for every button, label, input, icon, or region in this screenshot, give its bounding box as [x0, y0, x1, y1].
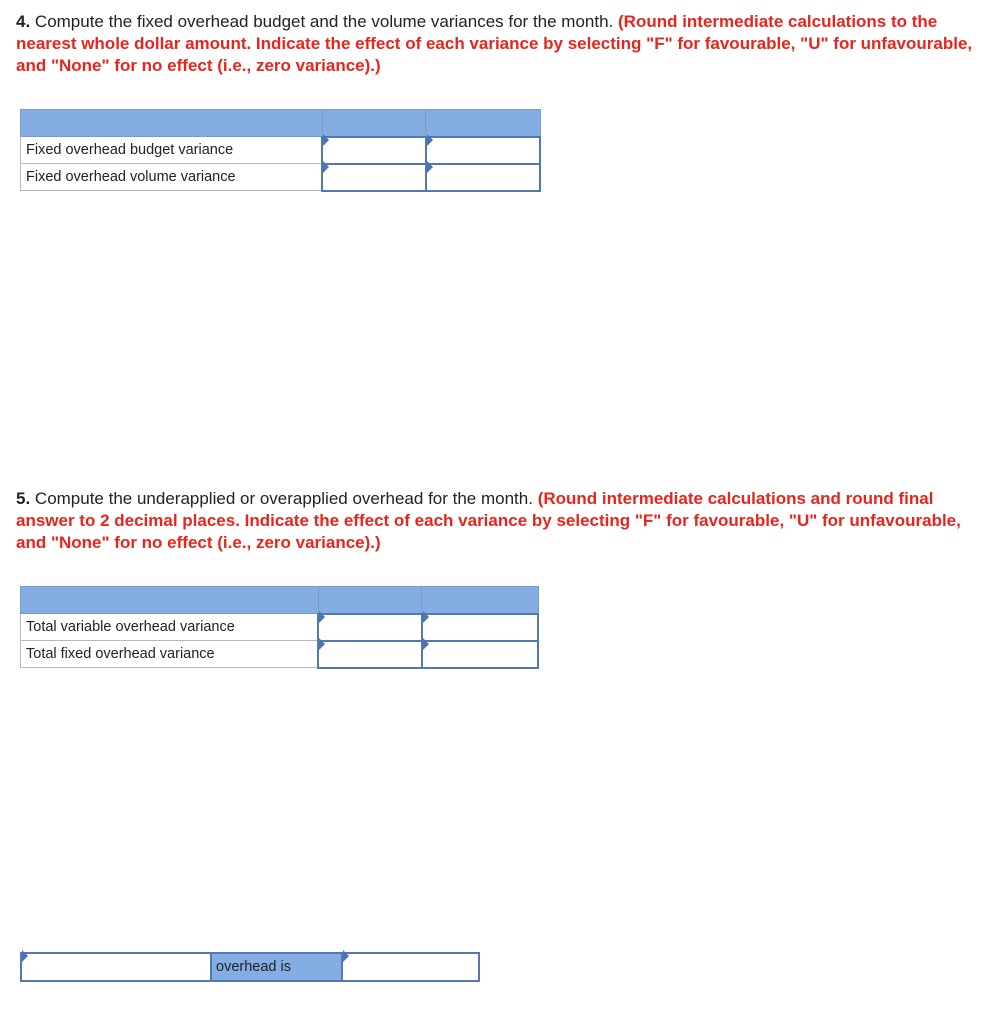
row-label: Fixed overhead budget variance	[21, 137, 323, 164]
dropdown-marker-icon	[427, 161, 433, 173]
overhead-type-select[interactable]	[20, 952, 212, 982]
overhead-amount-field[interactable]	[341, 952, 480, 982]
dropdown-marker-icon	[423, 638, 429, 650]
row-label: Total fixed overhead variance	[21, 641, 319, 668]
row-label: Fixed overhead volume variance	[21, 164, 323, 191]
dropdown-marker-icon	[343, 950, 349, 962]
q4-answer-table	[20, 109, 541, 192]
q5-variable-effect-select[interactable]	[318, 614, 421, 641]
q4-volume-amount-input[interactable]	[427, 164, 543, 191]
question-4-instruction: (Round intermediate calculations to the nearest whole dollar amount. Indicate the effect of each variance by selecting "F" for favourable, "U" for unfavourable, and "None" for no effect (i.e., zero variance).)	[16, 12, 973, 75]
overhead-amount-input[interactable]	[343, 954, 482, 982]
q5-fixed-amount-field[interactable]	[422, 641, 538, 668]
q4-volume-amount-field[interactable]	[426, 164, 540, 191]
row-label: Total variable overhead variance	[21, 614, 319, 641]
overhead-summary-row	[20, 952, 480, 982]
question-5-number: 5.	[16, 489, 31, 508]
q5-variable-amount-input[interactable]	[423, 614, 541, 641]
question-5-prompt: Compute the underapplied or overapplied overhead for the month.	[30, 489, 538, 508]
q5-table-header	[21, 587, 539, 614]
q5-fixed-amount-input[interactable]	[423, 641, 541, 668]
q5-fixed-effect-input[interactable]	[319, 641, 424, 668]
table-row	[21, 137, 541, 164]
table-row	[21, 641, 539, 668]
question-4-number: 4.	[16, 12, 31, 31]
dropdown-marker-icon	[22, 950, 28, 962]
q5-variable-effect-input[interactable]	[319, 614, 424, 641]
q4-volume-effect-input[interactable]	[323, 164, 428, 191]
dropdown-marker-icon	[427, 134, 433, 146]
dropdown-marker-icon	[423, 611, 429, 623]
q4-budget-amount-input[interactable]	[427, 137, 543, 164]
overhead-is-label: overhead is	[212, 952, 341, 982]
dropdown-marker-icon	[319, 611, 325, 623]
dropdown-marker-icon	[319, 638, 325, 650]
dropdown-marker-icon	[323, 161, 329, 173]
q4-budget-effect-input[interactable]	[323, 137, 428, 164]
q4-table-header	[21, 110, 541, 137]
q5-answer-table	[20, 586, 539, 669]
dropdown-marker-icon	[323, 134, 329, 146]
q4-budget-amount-field[interactable]	[426, 137, 540, 164]
question-4-text	[16, 11, 976, 77]
question-4-prompt: Compute the fixed overhead budget and the volume variances for the month.	[30, 12, 618, 31]
overhead-type-input[interactable]	[22, 954, 214, 982]
table-row	[21, 614, 539, 641]
question-5-instruction: (Round intermediate calculations and round final answer to 2 decimal places. Indicate the effect of each variance by selecting "F" for favourable, "U" for unfavourable, and "None" for no effect (i.e., zero variance).)	[16, 489, 961, 552]
q4-budget-effect-select[interactable]	[322, 137, 425, 164]
q5-variable-amount-field[interactable]	[422, 614, 538, 641]
q5-fixed-effect-select[interactable]	[318, 641, 421, 668]
q4-volume-effect-select[interactable]	[322, 164, 425, 191]
table-row	[21, 164, 541, 191]
question-5-text	[16, 488, 976, 554]
